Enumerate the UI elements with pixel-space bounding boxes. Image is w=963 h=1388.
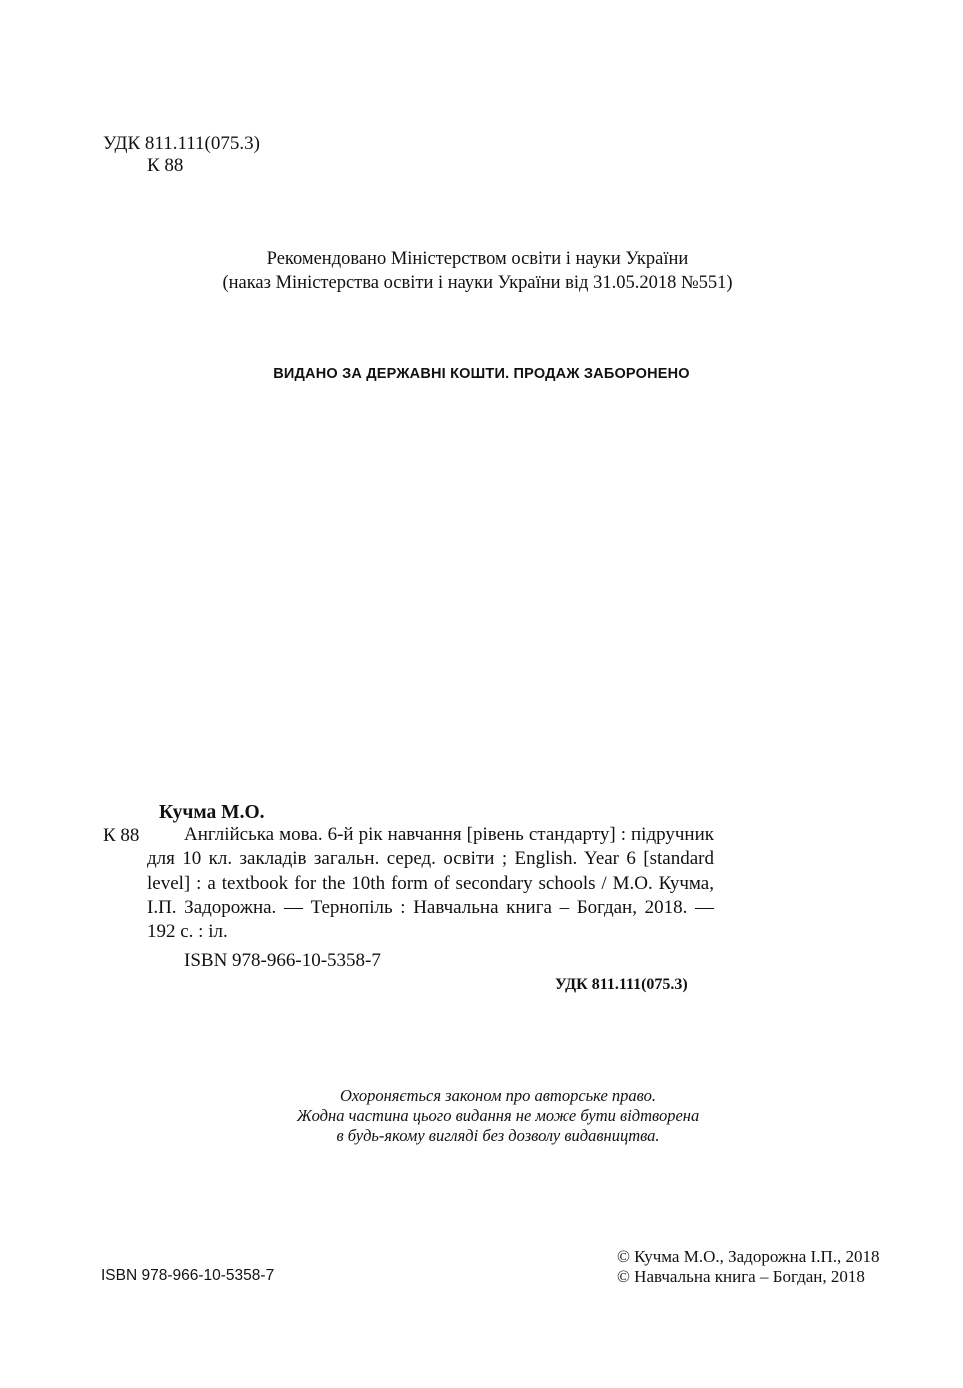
copyright-notice-line-3: в будь-якому вигляді без дозволу видавництва. [336, 1126, 660, 1145]
catalog-isbn: ISBN 978-966-10-5358-7 [184, 950, 381, 971]
recommendation-line-2: (наказ Міністерства освіти і науки України від 31.05.2018 №551) [222, 273, 733, 293]
udc-code: УДК 811.111(075.3) [103, 133, 260, 154]
footer-copyright-authors: © Кучма М.О., Задорожна І.П., 2018 [617, 1247, 880, 1266]
state-funded-notice: ВИДАНО ЗА ДЕРЖАВНІ КОШТИ. ПРОДАЖ ЗАБОРОНЕНО [273, 366, 690, 382]
copyright-notice-line-1: Охороняється законом про авторське право. [339, 1086, 657, 1105]
recommendation-line-1: Рекомендовано Міністерством освіти і науки України [266, 249, 689, 269]
catalog-author: Кучма М.О. [159, 802, 265, 823]
author-mark: К 88 [147, 155, 184, 176]
catalog-mark: К 88 [103, 825, 140, 846]
footer-isbn: ISBN 978-966-10-5358-7 [101, 1267, 275, 1284]
catalog-description: Англійська мова. 6-й рік навчання [рівень стандарту] : підручник для 10 кл. закладів загальн. серед. освіти ; English. Year 6 [standard level] : a textbook for the 10th form of secondary schools / М.О. Кучма, І.П. Задорожна. — Тернопіль : Навчальна книга – Богдан, 2018. — 192 с. : іл. [147, 824, 714, 943]
catalog-udc: УДК 811.111(075.3) [555, 976, 688, 993]
footer-copyright-publisher: © Навчальна книга – Богдан, 2018 [617, 1267, 865, 1286]
copyright-notice-line-2: Жодна частина цього видання не може бути відтворена [296, 1106, 700, 1125]
